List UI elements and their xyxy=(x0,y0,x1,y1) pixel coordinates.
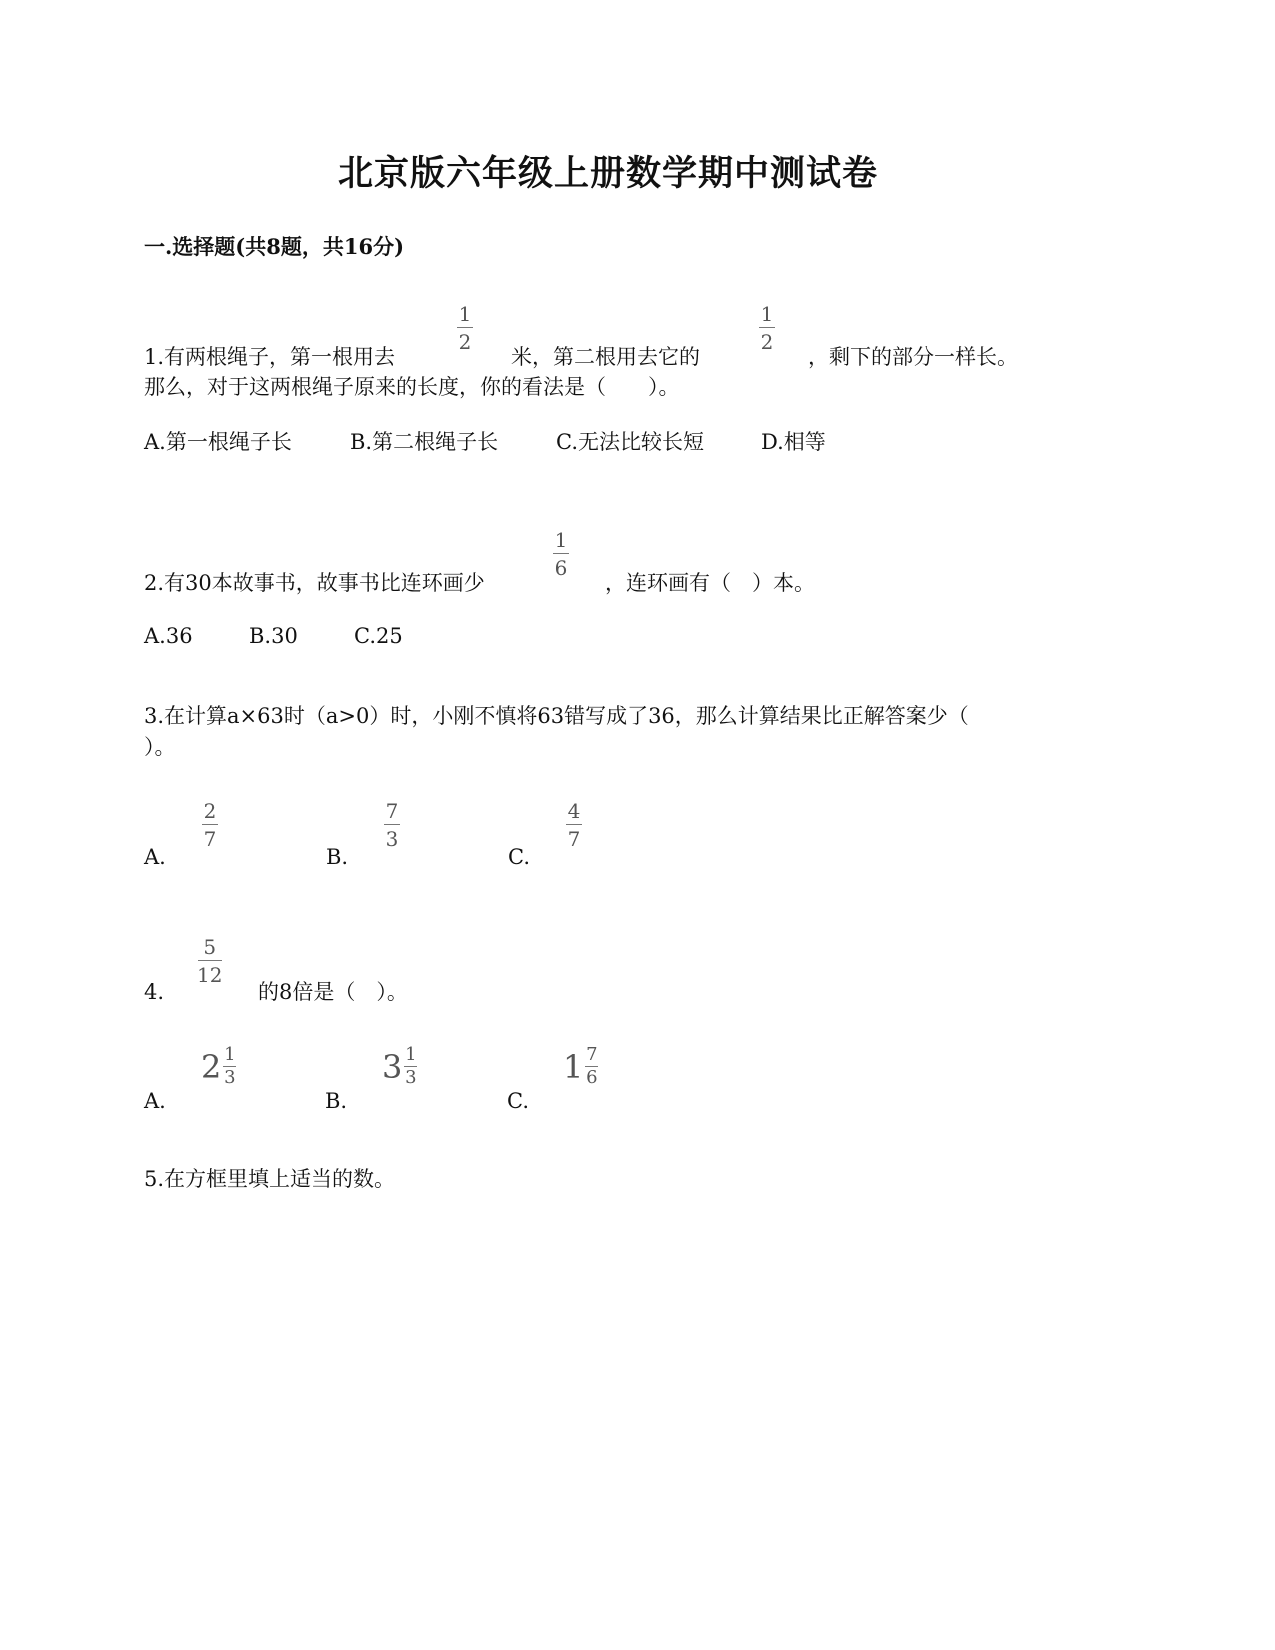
page-title: 北京版六年级上册数学期中测试卷 xyxy=(338,153,879,194)
fraction-denominator: 7 xyxy=(567,827,581,851)
q3-option-b-fraction xyxy=(384,801,400,849)
fraction-numerator: 1 xyxy=(458,302,472,326)
q1-option-d: D.相等 xyxy=(761,430,826,454)
fraction-numerator: 4 xyxy=(567,799,581,823)
q2-option-c: C.25 xyxy=(354,624,403,648)
fraction-numerator: 1 xyxy=(760,302,774,326)
fraction-numerator: 1 xyxy=(224,1044,236,1065)
fraction-numerator: 1 xyxy=(554,528,568,552)
q4-label: 4. xyxy=(144,980,165,1004)
q1-text-part-a: 1.有两根绳子，第一根用去 xyxy=(144,345,396,369)
mixed-whole: 2 xyxy=(201,1047,222,1086)
q3-option-b-label: B. xyxy=(326,845,349,869)
fraction-numerator: 7 xyxy=(586,1044,598,1065)
q3-text-line-1: 3.在计算a×63时（a>0）时，小刚不慎将63错写成了36，那么计算结果比正解答案少（ xyxy=(144,704,969,728)
fraction-numerator: 1 xyxy=(405,1044,417,1065)
fraction-denominator: 3 xyxy=(224,1067,236,1088)
q1-fraction-2 xyxy=(759,304,775,352)
q4-option-c-mixed-number xyxy=(563,1046,598,1087)
q4-text: 的8倍是（ ）。 xyxy=(258,980,408,1004)
q4-fraction xyxy=(197,937,222,985)
q1-text-part-b: 米，第二根用去它的 xyxy=(511,345,700,369)
q2-option-a: A.36 xyxy=(144,624,193,648)
fraction-denominator: 3 xyxy=(385,827,399,851)
q4-option-b-label: B. xyxy=(325,1089,348,1113)
q3-option-a-fraction xyxy=(202,801,218,849)
q1-option-c: C.无法比较长短 xyxy=(556,430,704,454)
q1-text-part-c: ，剩下的部分一样长。 xyxy=(808,345,1018,369)
q5-text: 5.在方框里填上适当的数。 xyxy=(144,1167,396,1191)
fraction-denominator: 7 xyxy=(203,827,217,851)
q1-option-a: A.第一根绳子长 xyxy=(144,430,292,454)
q3-option-c-label: C. xyxy=(508,845,530,869)
q3-option-a-label: A. xyxy=(144,845,166,869)
q2-text-part-a: 2.有30本故事书，故事书比连环画少 xyxy=(144,571,485,595)
fraction-numerator: 2 xyxy=(203,799,217,823)
fraction-denominator: 3 xyxy=(405,1067,417,1088)
fraction-denominator: 2 xyxy=(458,330,472,354)
q3-text-line-2: ）。 xyxy=(144,735,176,759)
fraction-denominator: 2 xyxy=(760,330,774,354)
mixed-whole: 1 xyxy=(563,1047,584,1086)
fraction-numerator: 7 xyxy=(385,799,399,823)
q1-option-b: B.第二根绳子长 xyxy=(350,430,499,454)
q4-option-c-label: C. xyxy=(507,1089,529,1113)
mixed-whole: 3 xyxy=(382,1047,403,1086)
q2-text-part-b: ，连环画有（ ）本。 xyxy=(605,571,815,595)
q4-option-b-mixed-number xyxy=(382,1046,417,1087)
section-heading: 一.选择题(共8题，共16分) xyxy=(144,234,405,259)
fraction-denominator: 6 xyxy=(586,1067,598,1088)
q4-option-a-mixed-number xyxy=(201,1046,236,1087)
q2-option-b: B.30 xyxy=(249,624,298,648)
fraction-denominator: 6 xyxy=(554,556,568,580)
fraction-numerator: 5 xyxy=(203,935,217,959)
q4-option-a-label: A. xyxy=(144,1089,166,1113)
q2-fraction xyxy=(553,530,569,578)
fraction-denominator: 12 xyxy=(197,963,223,987)
q1-fraction-1 xyxy=(457,304,473,352)
q3-option-c-fraction xyxy=(566,801,582,849)
q1-text-line-2: 那么，对于这两根绳子原来的长度，你的看法是（ ）。 xyxy=(144,375,680,399)
